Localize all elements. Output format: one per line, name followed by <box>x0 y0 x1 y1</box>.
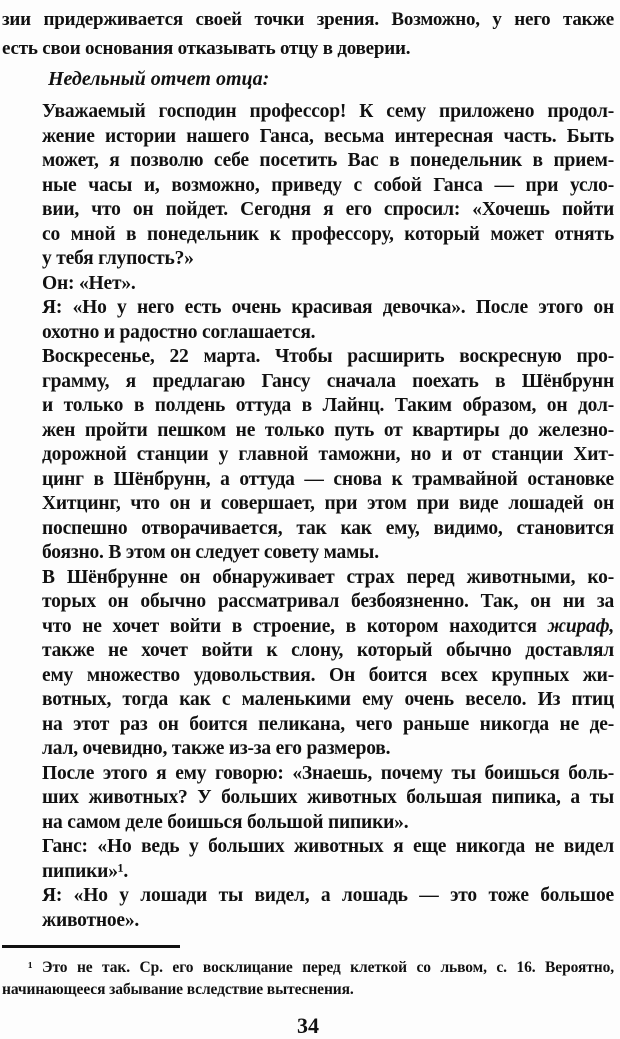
text-line: дорожной станции у главной таможни, но и от станции Хит- <box>42 444 614 465</box>
text-line: животное». <box>42 909 140 931</box>
text-line: жен пройти пешком не только путь от квартиры до железно- <box>42 419 614 441</box>
text-line: на этот раз он боится пеликана, чего раньше никогда не де- <box>42 713 614 735</box>
text-line: лал, очевидно, также из-за его размеров. <box>42 738 391 759</box>
text-line: Уважаемый господин профессор! К сему приложено продол- <box>42 101 614 122</box>
text-line: ные часы и, возможно, приведу с собой Ганса — при усло- <box>42 174 614 196</box>
text-line: поспешно отворачивается, так как ему, видимо, становится <box>42 517 614 539</box>
text-line: После этого я ему говорю: «Знаешь, почему ты боишься боль- <box>42 762 614 784</box>
text-line: В Шёнбрунне он обнаруживает страх перед животными, ко- <box>42 566 614 588</box>
text-line: зии придерживается своей точки зрения. Возможно, у него также <box>2 9 614 30</box>
text-line: на самом деле боишься большой пипики». <box>42 811 409 833</box>
text-line: ему множество удовольствия. Он боится всех крупных жи- <box>42 664 614 686</box>
text-line: ¹ Это не так. Ср. его восклицание перед клеткой со львом, с. 16. Вероятно, <box>28 959 614 976</box>
father-report-block <box>42 100 614 933</box>
text-line: Я: «Но у него есть очень красивая девочка». После этого он <box>42 297 614 318</box>
text-line: Я: «Но у лошади ты видел, а лошадь — это тоже большое <box>42 885 614 906</box>
text-line: Хитцинг, что он и совершает, при этом при виде лошадей он <box>42 493 614 514</box>
text-line: также не хочет войти к слону, который обычно доставлял <box>42 640 614 661</box>
text-line: и только в полдень оттуда в Лайнц. Таким образом, он дол- <box>42 395 614 416</box>
text-line: боязно. В этом он следует совету мамы. <box>42 542 379 563</box>
main-text-continuation <box>2 5 614 63</box>
text-line: Воскресенье, 22 марта. Чтобы расширить воскресную про- <box>42 346 614 367</box>
text-line: есть свои основания отказывать отцу в доверии. <box>2 38 411 59</box>
text-line: у тебя глупость?» <box>42 248 194 269</box>
text-line: со мной в понедельник к профессору, который может отнять <box>42 223 614 245</box>
text-line: ших животных? У больших животных большая пипика, а ты <box>42 787 614 808</box>
text-line: охотно и радостно соглашается. <box>42 321 316 343</box>
footnote <box>2 957 614 1001</box>
report-heading: Недельный отчет отца: <box>48 68 270 90</box>
text-line: что не хочет войти в строение, в котором находится жираф, <box>42 615 614 637</box>
text-line: вии, что он пойдет. Сегодня я его спросил: «Хочешь пойти <box>42 199 614 220</box>
text-line: начинающееся забывание вследствие вытеснения. <box>2 981 354 998</box>
text-line: жение истории нашего Ганса, весьма интересная часть. Быть <box>42 125 614 147</box>
italic-run: жираф, <box>547 615 614 637</box>
text-line: Ганс: «Но ведь у больших животных я еще никогда не видел <box>42 836 614 857</box>
text-line: вотных, тогда как с маленькими ему очень весело. Из птиц <box>42 689 614 710</box>
page-number: 34 <box>297 1013 319 1038</box>
text-line: пипики»¹. <box>42 860 129 882</box>
text-line: может, я позволю себе посетить Вас в понедельник в прием- <box>42 150 614 171</box>
text-line: Он: «Нет». <box>42 272 136 294</box>
text-line: грамму, я предлагаю Гансу сначала поехать в Шёнбрунн <box>42 370 614 392</box>
text-line: цинг в Шёнбрунн, а оттуда — снова к трамвайной остановке <box>42 468 614 490</box>
footnote-separator-rule <box>2 945 180 948</box>
text-line: торых он обычно рассматривал безбоязненно. Так, он ни за <box>42 591 614 612</box>
